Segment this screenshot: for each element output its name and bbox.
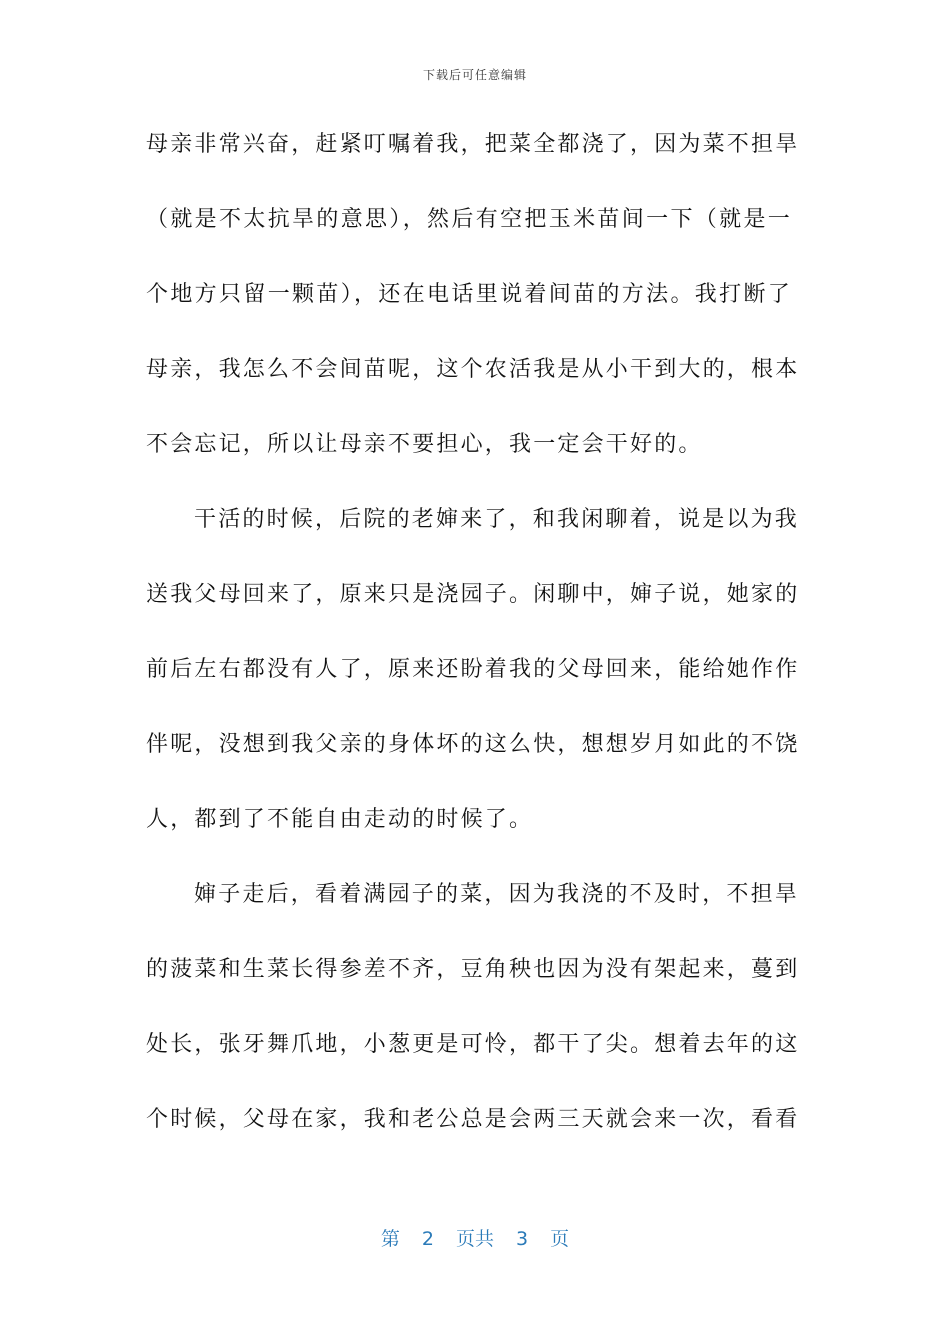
footer-prefix: 第 [380, 1228, 400, 1250]
text-line: 的菠菜和生菜长得参差不齐，豆角秧也因为没有架起来，蔓到 [146, 957, 800, 982]
text-line: 母亲，我怎么不会间苗呢，这个农活我是从小干到大的，根本 [146, 357, 800, 382]
current-page-number: 2 [421, 1228, 434, 1250]
text-line: 人，都到了不能自由走动的时候了。 [146, 807, 534, 832]
text-line: 伴呢，没想到我父亲的身体坏的这么快，想想岁月如此的不饶 [146, 732, 800, 757]
document-body [146, 107, 800, 1157]
page-footer [0, 1224, 950, 1251]
footer-suffix: 页 [550, 1228, 570, 1250]
text-line: 母亲非常兴奋，赶紧叮嘱着我，把菜全都浇了，因为菜不担旱 [146, 132, 800, 157]
paragraph-first-line: 婶子走后，看着满园子的菜，因为我浇的不及时，不担旱 [194, 882, 800, 907]
text-line: 不会忘记，所以让母亲不要担心，我一定会干好的。 [146, 432, 703, 457]
text-line: 个时候，父母在家，我和老公总是会两三天就会来一次，看看 [146, 1107, 800, 1132]
paragraph-first-line: 干活的时候，后院的老婶来了，和我闲聊着，说是以为我 [194, 507, 800, 532]
text-line: 送我父母回来了，原来只是浇园子。闲聊中，婶子说，她家的 [146, 582, 800, 607]
text-line: 前后左右都没有人了，原来还盼着我的父母回来，能给她作作 [146, 657, 800, 682]
total-page-number: 3 [516, 1228, 529, 1250]
text-line: 处长，张牙舞爪地，小葱更是可怜，都干了尖。想着去年的这 [146, 1032, 800, 1057]
text-line: （就是不太抗旱的意思），然后有空把玉米苗间一下（就是一 [146, 207, 792, 232]
page-header: 下载后可任意编辑 [422, 68, 527, 82]
footer-middle: 页共 [455, 1228, 494, 1250]
text-line: 个地方只留一颗苗），还在电话里说着间苗的方法。我打断了 [146, 282, 792, 307]
